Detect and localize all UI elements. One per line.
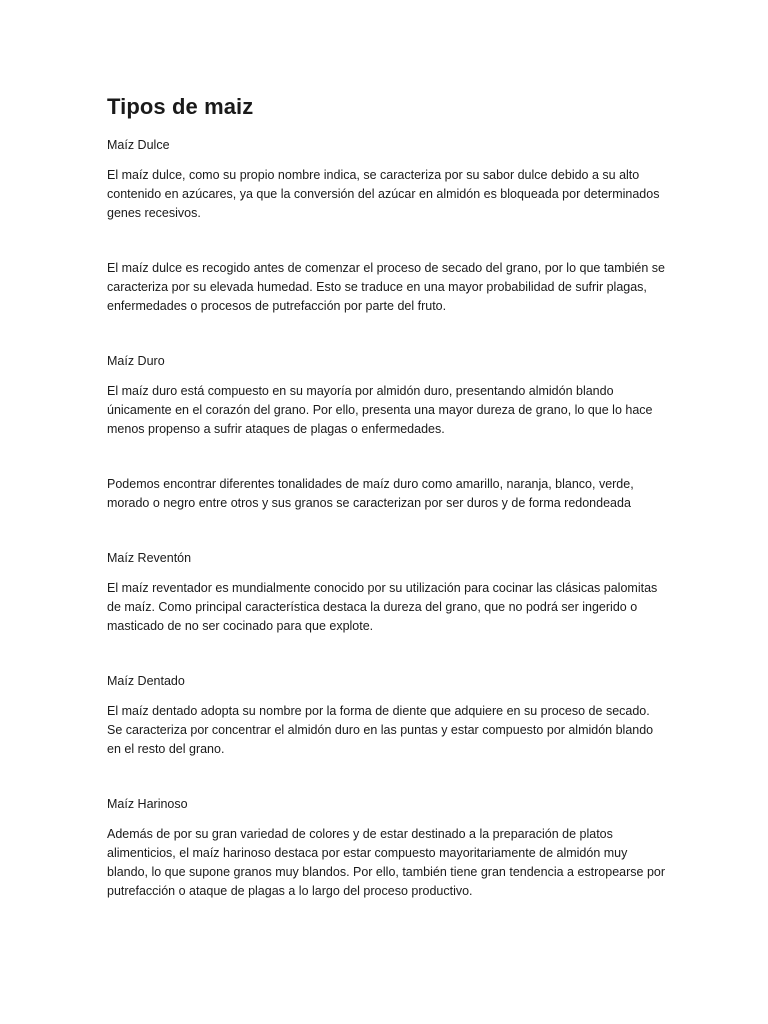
section-maiz-reventon	[107, 549, 667, 636]
section-paragraph: Podemos encontrar diferentes tonalidades de maíz duro como amarillo, naranja, blanco, verde, morado o negro entre otros y sus granos se caracterizan por ser duros y de forma redondeada	[107, 477, 634, 510]
document-page	[107, 94, 667, 901]
section-paragraph: El maíz dulce es recogido antes de comenzar el proceso de secado del grano, por lo que también se caracteriza por su elevada humedad. Esto se traduce en una mayor probabilidad de sufrir plagas, enfermedades o procesos de putrefacción por parte del fruto.	[107, 261, 665, 313]
section-maiz-duro	[107, 352, 667, 513]
section-heading: Maíz Harinoso	[107, 797, 188, 811]
section-paragraph: El maíz reventador es mundialmente conocido por su utilización para cocinar las clásicas palomitas de maíz. Como principal característica destaca la dureza del grano, que no podrá ser ingerido o masticado de no ser cocinado para que explote.	[107, 581, 658, 633]
section-heading: Maíz Dulce	[107, 138, 170, 152]
section-paragraph: Además de por su gran variedad de colores y de estar destinado a la preparación de platos alimenticios, el maíz harinoso destaca por estar compuesto mayoritariamente de almidón muy blando, lo que supone granos muy blandos. Por ello, también tiene gran tendencia a estropearse por putrefacción o ataque de plagas a lo largo del proceso productivo.	[107, 827, 666, 898]
document-title: Tipos de maiz	[107, 94, 254, 119]
section-maiz-dulce	[107, 136, 667, 316]
section-heading: Maíz Reventón	[107, 551, 192, 565]
section-maiz-harinoso	[107, 795, 667, 901]
section-paragraph: El maíz duro está compuesto en su mayoría por almidón duro, presentando almidón blando únicamente en el corazón del grano. Por ello, presenta una mayor dureza de grano, lo que lo hace menos propenso a sufrir ataques de plagas o enfermedades.	[107, 384, 653, 436]
section-maiz-dentado	[107, 672, 667, 759]
section-heading: Maíz Dentado	[107, 674, 185, 688]
section-paragraph: El maíz dulce, como su propio nombre indica, se caracteriza por su sabor dulce debido a su alto contenido en azúcares, ya que la conversión del azúcar en almidón es bloqueada por determinados genes recesivos.	[107, 168, 660, 220]
section-paragraph: El maíz dentado adopta su nombre por la forma de diente que adquiere en su proceso de secado. Se caracteriza por concentrar el almidón duro en las puntas y estar compuesto por almidón blando en el resto del grano.	[107, 704, 654, 756]
section-heading: Maíz Duro	[107, 354, 165, 368]
